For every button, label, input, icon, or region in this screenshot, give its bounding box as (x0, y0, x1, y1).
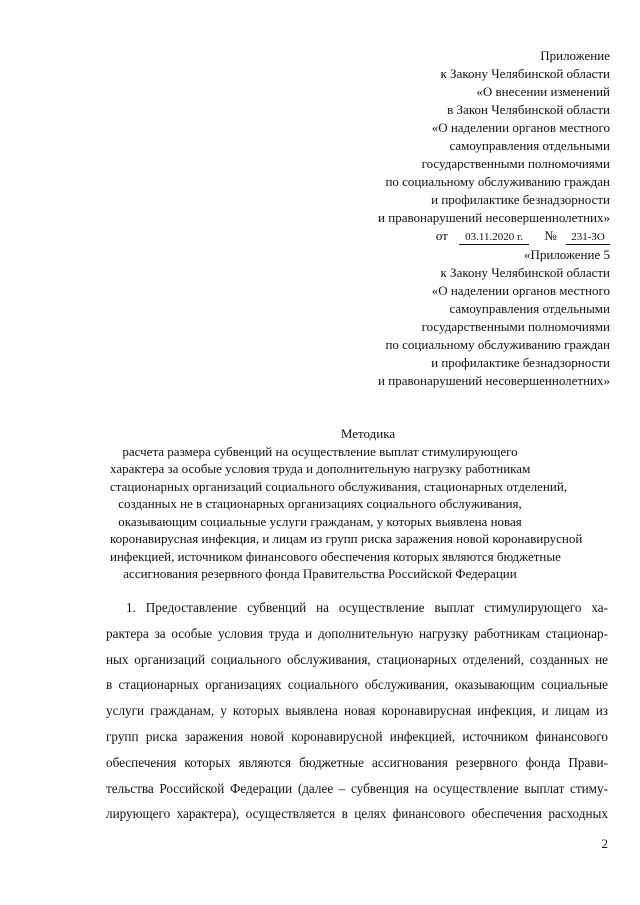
annex5-header-line: и правонарушений несовершеннолетних» (378, 373, 610, 388)
methodology-title (110, 425, 583, 583)
annex5-header-line: «О наделении органов местного (431, 283, 610, 298)
annex5-header-line: самоуправления отдельными (449, 301, 610, 316)
annex5-header (378, 246, 610, 390)
body-line: ных организаций социального обслуживания, стационарных отделений, созданных не (106, 651, 608, 667)
annex-header-line: и профилактике безнадзорности (431, 192, 610, 207)
annex-header (378, 47, 610, 245)
body-line: в стационарных организациях социального обслуживания, оказывающим социальные (106, 677, 608, 693)
law-date-number-row (378, 227, 610, 245)
annex-header-line: самоуправления отдельными (449, 138, 610, 153)
annex5-header-line: к Закону Челябинской области (440, 265, 610, 280)
annex-header-line: «О наделении органов местного (431, 120, 610, 135)
annex-header-line: по социальному обслуживанию граждан (385, 174, 610, 189)
annex-header-line: государственными полномочиями (421, 156, 610, 171)
title-line: ассигнования резервного фонда Правительства Российской Федерации (123, 566, 517, 581)
law-date: 03.11.2020 г. (459, 231, 529, 245)
annex-header-line: в Закон Челябинской области (447, 102, 610, 117)
annex-header-line: «О внесении изменений (476, 84, 610, 99)
law-number: 231-ЗО (566, 231, 610, 245)
body-line: лирующего характера), осуществляется в целях финансового обеспечения расходных (106, 806, 608, 822)
title-line: характера за особые условия труда и дополнительную нагрузку работникам (110, 461, 531, 476)
title-line: инфекцией, источником финансового обеспечения которых являются бюджетные (110, 548, 561, 564)
annex5-header-line: государственными полномочиями (421, 319, 610, 334)
document-heading: Методика (340, 426, 396, 441)
from-label: от (435, 228, 448, 243)
body-line: тельства Российской Федерации (далее – субвенция на осуществление выплат стиму- (106, 780, 608, 796)
body-line: групп риска заражения новой коронавирусной инфекцией, источником финансового (106, 728, 608, 744)
number-label: № (544, 228, 557, 243)
annex-header-line: и правонарушений несовершеннолетних» (378, 210, 610, 225)
body-paragraph (106, 595, 608, 827)
body-line: обеспечения которых являются бюджетные ассигнования резервного фонда Прави- (106, 754, 608, 770)
page-number: 2 (601, 836, 608, 851)
body-line: услуги гражданам, у которых выявлена новая коронавирусная инфекция, и лицам из (106, 703, 608, 719)
annex5-header-line: и профилактике безнадзорности (431, 355, 610, 370)
title-line: расчета размера субвенций на осуществление выплат стимулирующего (122, 443, 518, 459)
title-line: оказывающим социальные услуги гражданам, у которых выявлена новая (118, 513, 522, 529)
annex-header-line: Приложение (540, 48, 610, 63)
title-line: стационарных организаций социального обслуживания, стационарных отделений, (110, 478, 568, 494)
title-line: коронавирусная инфекция, и лицам из групп риска заражения новой коронавирусной (110, 531, 583, 546)
body-line: рактера за особые условия труда и дополнительную нагрузку работникам стационар- (106, 625, 608, 641)
annex5-header-line: по социальному обслуживанию граждан (385, 337, 610, 352)
annex-header-line: к Закону Челябинской области (440, 66, 610, 81)
annex5-header-line: «Приложение 5 (523, 247, 610, 262)
body-line: 1. Предоставление субвенций на осуществление выплат стимулирующего ха- (126, 600, 608, 615)
title-line: созданных не в стационарных организациях социального обслуживания, (118, 496, 522, 511)
